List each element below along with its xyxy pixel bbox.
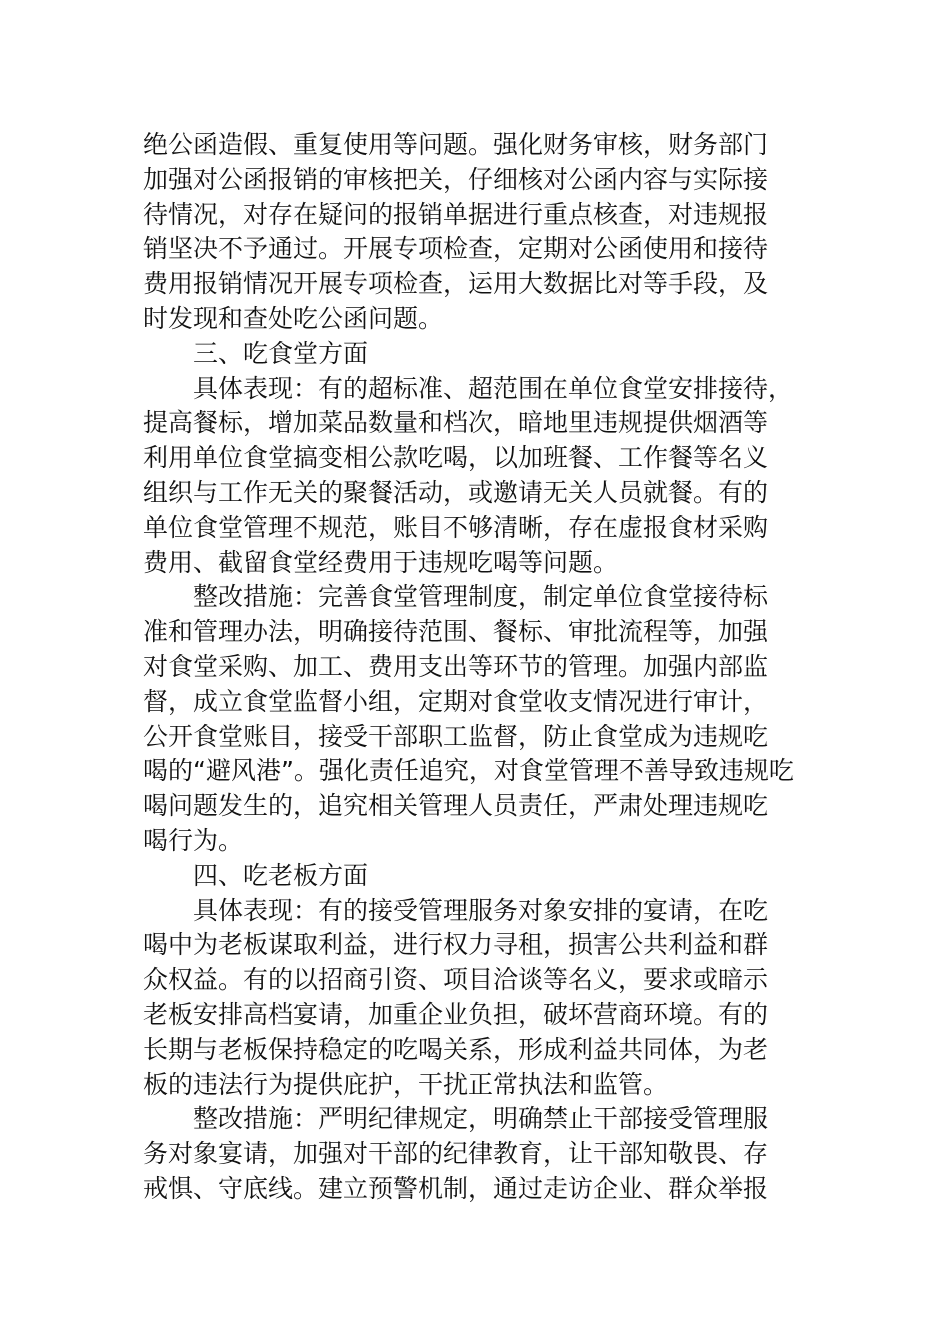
text-line: 喝的“避风港”。强化责任追究，对食堂管理不善导致违规吃 <box>143 756 794 786</box>
document-body <box>143 128 815 1207</box>
text-line: 销坚决不予通过。开展专项检查，定期对公函使用和接待 <box>143 234 769 264</box>
text-line: 费用、截留食堂经费用于违规吃喝等问题。 <box>143 547 619 577</box>
text-line: 三、吃食堂方面 <box>193 338 369 368</box>
text-line: 喝问题发生的，追究相关管理人员责任，严肃处理违规吃 <box>143 791 769 821</box>
text-line: 公开食堂账目，接受干部职工监督，防止食堂成为违规吃 <box>143 721 769 751</box>
text-line: 单位食堂管理不规范，账目不够清晰，存在虚报食材采购 <box>143 512 769 542</box>
text-line: 绝公函造假、重复使用等问题。强化财务审核，财务部门 <box>143 130 769 159</box>
text-line: 利用单位食堂搞变相公款吃喝，以加班餐、工作餐等名义 <box>143 443 769 473</box>
text-line: 待情况，对存在疑问的报销单据进行重点核查，对违规报 <box>143 199 769 229</box>
text-line: 具体表现：有的接受管理服务对象安排的宴请，在吃 <box>193 895 769 925</box>
text-line: 长期与老板保持稳定的吃喝关系，形成利益共同体，为老 <box>143 1034 769 1064</box>
text-line: 整改措施：严明纪律规定，明确禁止干部接受管理服 <box>193 1104 769 1134</box>
text-line: 喝中为老板谋取利益，进行权力寻租，损害公共利益和群 <box>143 930 769 960</box>
text-line: 组织与工作无关的聚餐活动，或邀请无关人员就餐。有的 <box>143 477 769 507</box>
text-line: 费用报销情况开展专项检查，运用大数据比对等手段，及 <box>143 269 769 299</box>
text-line: 务对象宴请，加强对干部的纪律教育，让干部知敬畏、存 <box>143 1139 769 1169</box>
text-line: 众权益。有的以招商引资、项目洽谈等名义，要求或暗示 <box>143 965 769 995</box>
text-line: 喝行为。 <box>143 825 244 855</box>
text-line: 具体表现：有的超标准、超范围在单位食堂安排接待， <box>193 373 794 403</box>
text-line: 准和管理办法，明确接待范围、餐标、审批流程等，加强 <box>143 617 769 647</box>
text-line: 时发现和查处吃公函问题。 <box>143 303 444 333</box>
text-line: 整改措施：完善食堂管理制度，制定单位食堂接待标 <box>193 582 769 612</box>
text-line: 戒惧、守底线。建立预警机制，通过走访企业、群众举报 <box>143 1173 769 1203</box>
text-line: 老板安排高档宴请，加重企业负担，破坏营商环境。有的 <box>143 999 769 1029</box>
text-line: 四、吃老板方面 <box>193 860 369 890</box>
text-line: 督，成立食堂监督小组，定期对食堂收支情况进行审计， <box>143 686 769 716</box>
text-line: 提高餐标，增加菜品数量和档次，暗地里违规提供烟酒等 <box>143 408 769 438</box>
text-line: 对食堂采购、加工、费用支出等环节的管理。加强内部监 <box>143 651 769 681</box>
text-line: 加强对公函报销的审核把关，仔细核对公函内容与实际接 <box>143 164 769 194</box>
text-line: 板的违法行为提供庇护，干扰正常执法和监管。 <box>143 1069 669 1099</box>
